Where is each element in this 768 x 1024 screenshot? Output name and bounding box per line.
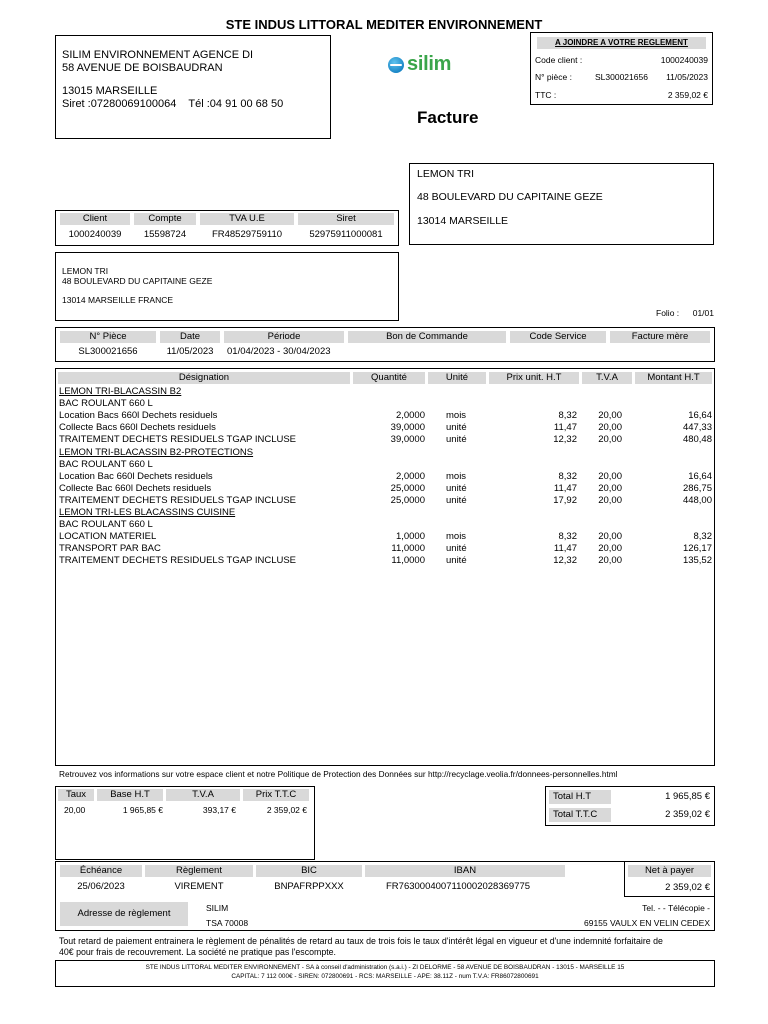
recipient-name: LEMON TRI bbox=[417, 168, 474, 180]
cell-montant: 16,64 bbox=[688, 470, 712, 482]
cell-unite: unité bbox=[446, 422, 467, 434]
ref-header-facture-mere: Facture mère bbox=[610, 331, 710, 343]
silim-logo-text: silim bbox=[407, 53, 452, 75]
cell-tva: 20,00 bbox=[598, 482, 622, 494]
delivery-address: 48 BOULEVARD DU CAPITAINE GEZE bbox=[62, 276, 213, 286]
total-ht-value: 1 965,85 € bbox=[665, 791, 710, 802]
vat-taux-value: 20,00 bbox=[64, 805, 86, 815]
siret-header: Siret bbox=[298, 213, 394, 225]
vat-header-base: Base H.T bbox=[97, 789, 163, 801]
totals-box bbox=[545, 786, 715, 826]
cell-unite: unité bbox=[446, 434, 467, 446]
payment-header-bic: BIC bbox=[256, 865, 362, 877]
cell-prix-unit: 12,32 bbox=[553, 555, 577, 567]
vat-tva-value: 393,17 € bbox=[202, 805, 236, 815]
cell-unite: mois bbox=[446, 531, 467, 543]
cell-unite: unité bbox=[446, 494, 467, 506]
cell-tva: 20,00 bbox=[598, 494, 622, 506]
recipient-box bbox=[409, 163, 714, 245]
payment-addr-line2: TSA 70008 bbox=[206, 918, 249, 928]
cell-unite: unité bbox=[446, 482, 467, 494]
delivery-box bbox=[55, 252, 399, 321]
cell-tva: 20,00 bbox=[598, 470, 622, 482]
cell-designation: BAC ROULANT 660 L bbox=[59, 519, 153, 531]
client-header: Client bbox=[60, 213, 130, 225]
cell-montant: 126,17 bbox=[682, 543, 712, 555]
payment-echeance-value: 25/06/2023 bbox=[77, 881, 125, 892]
ref-header-periode: Période bbox=[224, 331, 344, 343]
lines-header-montant: Montant H.T bbox=[635, 372, 712, 384]
lines-header-prix-unit: Prix unit. H.T bbox=[489, 372, 579, 384]
cell-tva: 20,00 bbox=[598, 555, 622, 567]
cell-designation: LEMON TRI-LES BLACASSINS CUISINE bbox=[59, 507, 236, 518]
company-title: STE INDUS LITTORAL MEDITER ENVIRONNEMENT bbox=[225, 17, 543, 32]
compte-value: 15598724 bbox=[143, 229, 187, 240]
payment-slip-title: A JOINDRE A VOTRE REGLEMENT bbox=[537, 37, 706, 49]
piece-date: 11/05/2023 bbox=[666, 72, 708, 82]
delivery-name: LEMON TRI bbox=[62, 266, 109, 276]
footer-box bbox=[55, 960, 715, 987]
piece-label: N° pièce : bbox=[535, 72, 572, 82]
cell-designation: Location Bac 660l Dechets residuels bbox=[59, 470, 213, 482]
code-client-value: 1000240039 bbox=[660, 55, 708, 65]
cell-quantite: 1,0000 bbox=[395, 531, 425, 543]
payment-header-reglement: Règlement bbox=[145, 865, 253, 877]
cell-quantite: 11,0000 bbox=[391, 555, 425, 567]
cell-designation: BAC ROULANT 660 L bbox=[59, 458, 153, 470]
folio-label: Folio : bbox=[656, 308, 680, 318]
cell-prix-unit: 11,47 bbox=[553, 422, 577, 434]
cell-designation: TRANSPORT PAR BAC bbox=[59, 543, 161, 555]
total-ht-label: Total H.T bbox=[549, 790, 611, 804]
tva-ue-value: FR48529759110 bbox=[211, 229, 283, 240]
sender-name: SILIM ENVIRONNEMENT AGENCE DI bbox=[62, 49, 254, 61]
cell-montant: 480,48 bbox=[682, 434, 712, 446]
client-ids-box bbox=[55, 210, 399, 246]
tva-ue-header: TVA U.E bbox=[200, 213, 294, 225]
vat-base-value: 1 965,85 € bbox=[122, 805, 163, 815]
lines-header-quantite: Quantité bbox=[353, 372, 425, 384]
cell-quantite: 11,0000 bbox=[391, 543, 425, 555]
recipient-city: 13014 MARSEILLE bbox=[417, 215, 509, 227]
cell-designation: Collecte Bacs 660l Dechets residuels bbox=[59, 422, 216, 434]
cell-prix-unit: 8,32 bbox=[558, 410, 577, 422]
cell-prix-unit: 8,32 bbox=[558, 470, 577, 482]
payment-header-echeance: Échéance bbox=[60, 865, 142, 877]
payment-bic-value: BNPAFRPPXXX bbox=[274, 881, 344, 892]
cell-designation: LOCATION MATERIEL bbox=[59, 531, 157, 543]
cell-designation: Collecte Bac 660l Dechets residuels bbox=[59, 482, 212, 494]
sender-siret-tel: Siret :07280069100064 Tél :04 91 00 68 50 bbox=[62, 98, 284, 110]
cell-designation: BAC ROULANT 660 L bbox=[59, 398, 153, 410]
lines-header-unite: Unité bbox=[428, 372, 486, 384]
sender-address: 58 AVENUE DE BOISBAUDRAN bbox=[62, 62, 223, 74]
code-client-label: Code client : bbox=[535, 55, 583, 65]
vat-ttc-value: 2 359,02 € bbox=[266, 805, 307, 815]
payment-box bbox=[55, 861, 715, 931]
delivery-city: 13014 MARSEILLE FRANCE bbox=[62, 295, 174, 305]
cell-tva: 20,00 bbox=[598, 422, 622, 434]
net-pay-box bbox=[624, 861, 715, 897]
payment-reglement-value: VIREMENT bbox=[174, 881, 224, 892]
cell-designation: TRAITEMENT DECHETS RESIDUELS TGAP INCLUSE bbox=[59, 555, 297, 567]
cell-prix-unit: 12,32 bbox=[553, 434, 577, 446]
cell-unite: unité bbox=[446, 555, 467, 567]
vat-header-taux: Taux bbox=[58, 789, 94, 801]
total-ttc-value: 2 359,02 € bbox=[665, 809, 710, 820]
client-value: 1000240039 bbox=[68, 229, 122, 240]
ref-periode-value: 01/04/2023 - 30/04/2023 bbox=[227, 346, 331, 357]
reference-box bbox=[55, 327, 715, 362]
late-notice: Tout retard de paiement entrainera le règlement de pénalités de retard au taux de trois fois le taux d'intérêt légal en vigueur et d'une indemnité forfaitaire de 40€ pour frais de recouvrement. La société ne pratique pas l'escompte. bbox=[59, 936, 663, 957]
net-pay-value: 2 359,02 € bbox=[665, 882, 710, 893]
ref-date-value: 11/05/2023 bbox=[166, 346, 214, 357]
lines-header-designation: Désignation bbox=[58, 372, 350, 384]
net-pay-label: Net à payer bbox=[628, 865, 711, 877]
cell-quantite: 25,0000 bbox=[390, 482, 425, 494]
footer-line2: CAPITAL: 7 112 000€ - SIREN: 072800691 - RCS: MARSEILLE - APE: 38.11Z - num T.V.A: FR86072800691 bbox=[231, 973, 539, 980]
compte-header: Compte bbox=[134, 213, 196, 225]
cell-tva: 20,00 bbox=[598, 434, 622, 446]
cell-montant: 16,64 bbox=[688, 410, 712, 422]
payment-slip-box bbox=[530, 32, 713, 105]
cell-unite: unité bbox=[446, 543, 467, 555]
siret-value: 52975911000081 bbox=[309, 229, 383, 240]
payment-header-iban: IBAN bbox=[365, 865, 565, 877]
vat-box bbox=[55, 786, 315, 860]
footer-line1: STE INDUS LITTORAL MEDITER ENVIRONNEMENT - SA à conseil d'administration (s.a.i.) - ZI DELORME - 58 AVENUE DE BOISBAUDRAN - 13015 - MARSEILLE 15 bbox=[145, 964, 625, 971]
ttc-value: 2 359,02 € bbox=[667, 90, 708, 100]
privacy-note: Retrouvez vos informations sur votre espace client et notre Politique de Protection des Données sur http://recyclage.veolia.fr/donnees-personnelles.html bbox=[59, 769, 618, 779]
recipient-address: 48 BOULEVARD DU CAPITAINE GEZE bbox=[417, 191, 603, 203]
folio-value: 01/01 bbox=[692, 308, 714, 318]
ttc-label: TTC : bbox=[535, 90, 557, 100]
ref-header-code-service: Code Service bbox=[510, 331, 606, 343]
cell-montant: 286,75 bbox=[682, 482, 712, 494]
sender-city: 13015 MARSEILLE bbox=[62, 85, 158, 97]
cell-designation: LEMON TRI-BLACASSIN B2 bbox=[59, 386, 182, 397]
cell-quantite: 39,0000 bbox=[390, 434, 425, 446]
payment-addr-line1: SILIM bbox=[206, 903, 229, 913]
ref-piece-value: SL300021656 bbox=[78, 346, 138, 357]
cell-quantite: 25,0000 bbox=[390, 494, 425, 506]
cell-tva: 20,00 bbox=[598, 543, 622, 555]
payment-tel: Tel. - - Télécopie - bbox=[642, 903, 710, 913]
silim-logo-icon bbox=[388, 57, 404, 73]
cell-designation: TRAITEMENT DECHETS RESIDUELS TGAP INCLUSE bbox=[59, 494, 297, 506]
sender-box bbox=[55, 35, 331, 139]
lines-header-tva: T.V.A bbox=[582, 372, 632, 384]
ref-header-piece: N° Pièce bbox=[60, 331, 156, 343]
cell-tva: 20,00 bbox=[598, 531, 622, 543]
cell-quantite: 2,0000 bbox=[395, 470, 425, 482]
cell-montant: 448,00 bbox=[682, 494, 712, 506]
payment-city: 69155 VAULX EN VELIN CEDEX bbox=[584, 918, 710, 928]
cell-prix-unit: 17,92 bbox=[553, 494, 577, 506]
ref-header-date: Date bbox=[160, 331, 220, 343]
doc-title: Facture bbox=[417, 108, 479, 127]
cell-montant: 135,52 bbox=[682, 555, 712, 567]
vat-header-ttc: Prix T.T.C bbox=[243, 789, 309, 801]
cell-unite: mois bbox=[446, 470, 467, 482]
ref-header-bon-commande: Bon de Commande bbox=[348, 331, 506, 343]
vat-header-tva: T.V.A bbox=[166, 789, 240, 801]
cell-montant: 8,32 bbox=[693, 531, 712, 543]
cell-montant: 447,33 bbox=[682, 422, 712, 434]
cell-designation: Location Bacs 660l Dechets residuels bbox=[59, 410, 218, 422]
address-button[interactable]: Adresse de règlement bbox=[60, 902, 188, 926]
cell-quantite: 2,0000 bbox=[395, 410, 425, 422]
cell-prix-unit: 11,47 bbox=[553, 543, 577, 555]
piece-value: SL300021656 bbox=[595, 72, 648, 82]
payment-iban-value: FR7630004007110002028369775 bbox=[386, 881, 531, 892]
cell-prix-unit: 8,32 bbox=[558, 531, 577, 543]
cell-tva: 20,00 bbox=[598, 410, 622, 422]
cell-prix-unit: 11,47 bbox=[553, 482, 577, 494]
total-ttc-label: Total T.T.C bbox=[549, 808, 611, 822]
lines-table-box bbox=[55, 368, 715, 766]
cell-designation: LEMON TRI-BLACASSIN B2-PROTECTIONS bbox=[59, 446, 254, 458]
cell-unite: mois bbox=[446, 410, 467, 422]
cell-quantite: 39,0000 bbox=[390, 422, 425, 434]
cell-designation: TRAITEMENT DECHETS RESIDUELS TGAP INCLUSE bbox=[59, 434, 297, 446]
